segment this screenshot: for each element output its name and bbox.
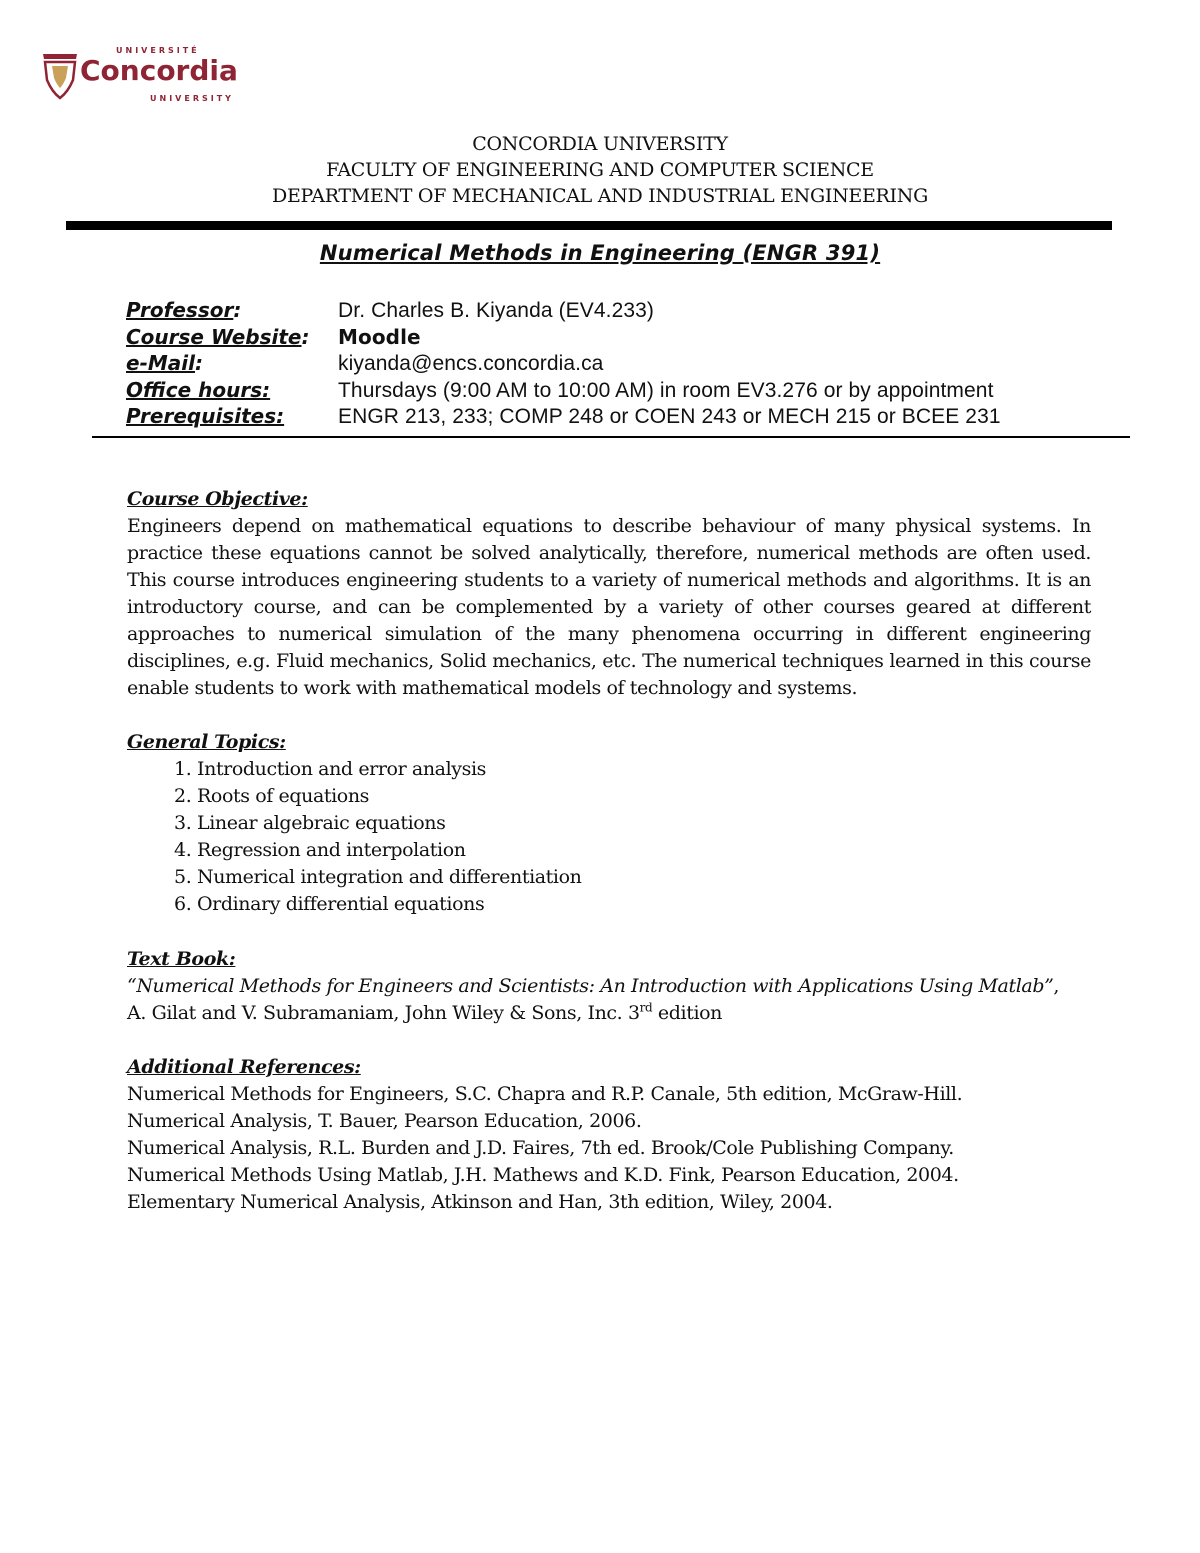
info-value: kiyanda@encs.concordia.ca	[338, 352, 604, 375]
info-row-professor: Professor: Dr. Charles B. Kiyanda (EV4.233)	[126, 298, 655, 322]
info-label: e-Mail	[126, 351, 195, 375]
list-item: 3. Linear algebraic equations	[197, 810, 1091, 837]
logo-main-word: Concordia	[80, 54, 238, 87]
document-header	[0, 131, 1200, 209]
university-logo	[40, 44, 250, 106]
topics-list	[127, 756, 1091, 918]
info-value: ENGR 213, 233; COMP 248 or COEN 243 or MECH 215 or BCEE 231	[338, 405, 1001, 428]
info-row-email: e-Mail: kiyanda@encs.concordia.ca	[126, 351, 604, 375]
list-item: Numerical Methods Using Matlab, J.H. Mathews and K.D. Fink, Pearson Education, 2004.	[127, 1164, 959, 1186]
textbook-title: “Numerical Methods for Engineers and Scientists: An Introduction with Applications Using Matlab”	[127, 975, 1054, 997]
info-row-prerequisites	[126, 403, 1001, 430]
info-label: Professor	[126, 298, 234, 322]
objective-section	[127, 486, 1091, 702]
list-item: 6. Ordinary differential equations	[197, 891, 1091, 918]
edition-superscript: rd	[639, 1000, 653, 1015]
info-row-office-hours	[126, 377, 1001, 404]
info-label: Office hours:	[126, 377, 271, 402]
references-heading: Additional References:	[127, 1056, 361, 1078]
course-info	[126, 297, 1001, 430]
shield-logo-icon	[40, 50, 80, 100]
list-item: 1. Introduction and error analysis	[197, 756, 1091, 783]
topics-heading: General Topics:	[127, 731, 286, 753]
info-value: Moodle	[338, 324, 421, 349]
list-item: 2. Roots of equations	[197, 783, 1091, 810]
list-item: 5. Numerical integration and differentiation	[197, 864, 1091, 891]
info-row-website: Course Website: Moodle	[126, 324, 421, 349]
info-label: Course Website	[126, 324, 302, 349]
header-university: CONCORDIA UNIVERSITY	[472, 133, 728, 155]
logo-top-word: UNIVERSITÉ	[116, 46, 200, 55]
list-item: Elementary Numerical Analysis, Atkinson and Han, 3th edition, Wiley, 2004.	[127, 1191, 833, 1213]
list-item: 4. Regression and interpolation	[197, 837, 1091, 864]
textbook-section: Text Book: “Numerical Methods for Engineers and Scientists: An Introduction with Applications Using Matlab”, A. Gilat and V. Subramaniam, John Wiley & Sons, Inc. 3rd edition	[127, 946, 1091, 1027]
info-label: Prerequisites:	[126, 404, 285, 428]
textbook-heading: Text Book:	[127, 948, 236, 970]
objective-heading: Course Objective:	[127, 488, 308, 510]
info-divider	[92, 436, 1130, 438]
list-item: Numerical Analysis, R.L. Burden and J.D. Faires, 7th ed. Brook/Cole Publishing Company.	[127, 1137, 954, 1159]
logo-bottom-word: UNIVERSITY	[150, 94, 234, 103]
textbook-authors: A. Gilat and V. Subramaniam, John Wiley & Sons, Inc. 3	[127, 1002, 640, 1024]
topics-section	[127, 729, 1091, 918]
header-faculty: FACULTY OF ENGINEERING AND COMPUTER SCIENCE	[326, 159, 874, 181]
info-value: Dr. Charles B. Kiyanda (EV4.233)	[338, 299, 655, 322]
objective-text: Engineers depend on mathematical equations to describe behaviour of many physical systems. In practice these equations cannot be solved analytically, therefore, numerical methods are often used. This course introduces engineering students to a variety of numerical methods and algorithms. It is an introductory course, and can be complemented by a variety of other courses geared at different approaches to numerical simulation of the many phenomena occurring in different engineering disciplines, e.g. Fluid mechanics, Solid mechanics, etc. The numerical techniques learned in this course enable students to work with mathematical models of technology and systems.	[127, 515, 1091, 699]
list-item: Numerical Analysis, T. Bauer, Pearson Education, 2006.	[127, 1110, 642, 1132]
header-divider	[66, 221, 1112, 230]
references-section	[127, 1054, 1091, 1216]
header-department: DEPARTMENT OF MECHANICAL AND INDUSTRIAL ENGINEERING	[272, 185, 928, 207]
list-item: Numerical Methods for Engineers, S.C. Chapra and R.P. Canale, 5th edition, McGraw-Hill.	[127, 1083, 963, 1105]
course-title: Numerical Methods in Engineering (ENGR 391)	[319, 241, 881, 265]
info-value: Thursdays (9:00 AM to 10:00 AM) in room EV3.276 or by appointment	[338, 378, 994, 402]
